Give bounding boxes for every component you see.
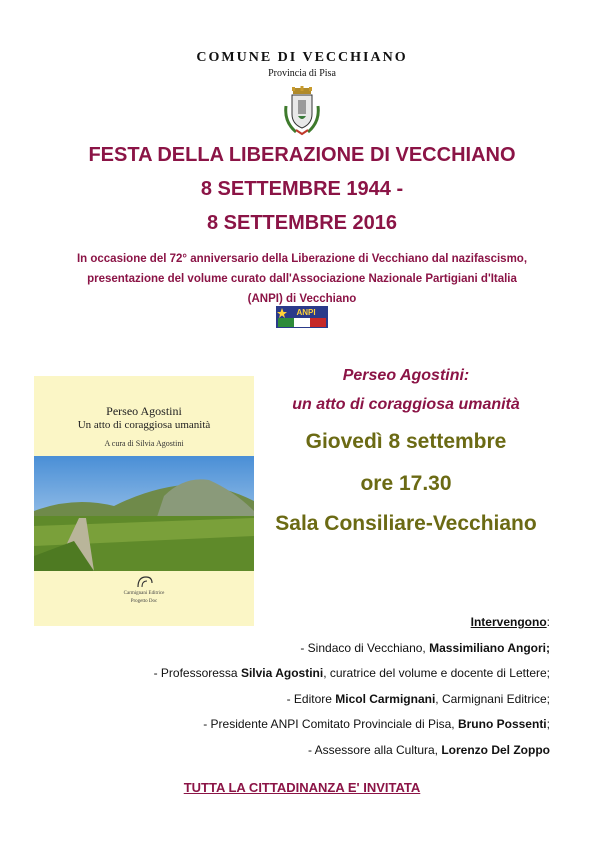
- speakers-header-label: Intervengono: [470, 615, 547, 629]
- book-series: Progetto Doc: [130, 599, 158, 604]
- comune-name: COMUNE DI VECCHIANO: [196, 50, 408, 65]
- speaker-suffix: , Carmignani Editrice;: [435, 691, 550, 706]
- speaker-name: Lorenzo Del Zoppo: [441, 742, 550, 757]
- speaker-name: Micol Carmignani: [335, 691, 436, 706]
- town-crest-icon: [282, 86, 322, 136]
- speaker-suffix: , curatrice del volume e docente di Lettere;: [323, 666, 550, 680]
- title-line-1: FESTA DELLA LIBERAZIONE DI VECCHIANO: [88, 144, 516, 166]
- book-curator: A cura di Silvia Agostini: [104, 439, 184, 448]
- speakers-header: [154, 610, 550, 636]
- cover-landscape-photo: [34, 456, 254, 571]
- event-author: Perseo Agostini:: [342, 367, 470, 384]
- intro-line-3: (ANPI) di Vecchiano: [247, 293, 357, 305]
- speaker-role: - Professoressa: [153, 666, 241, 680]
- intro-text: [0, 249, 604, 309]
- title-line-2: 8 SETTEMBRE 1944 -: [200, 178, 404, 200]
- book-cover: [34, 376, 254, 626]
- speakers-list: [154, 610, 550, 763]
- speaker-item: [154, 738, 550, 764]
- speaker-item: [154, 661, 550, 687]
- event-date: Giovedì 8 settembre: [305, 430, 507, 453]
- speaker-name: Silvia Agostini: [240, 666, 324, 680]
- speaker-name: Massimiliano Angori;: [429, 640, 550, 655]
- speaker-role: - Presidente ANPI Comitato Provinciale di Pisa,: [203, 717, 458, 731]
- book-publisher: Carmignani Editrice: [123, 591, 165, 596]
- speaker-suffix: ;: [546, 717, 550, 731]
- title-line-3: 8 SETTEMBRE 2016: [206, 212, 398, 234]
- speaker-item: [154, 687, 550, 713]
- invitation-footer: TUTTA LA CITTADINANZA E' INVITATA: [183, 780, 421, 795]
- speakers-header-colon: :: [546, 615, 550, 629]
- event-time: ore 17.30: [360, 472, 452, 495]
- intro-line-1: In occasione del 72° anniversario della Liberazione di Vecchiano dal nazifascismo,: [76, 253, 528, 265]
- speaker-role: - Editore: [286, 691, 336, 706]
- intro-line-2: presentazione del volume curato dall'Associazione Nazionale Partigiani d'Italia: [87, 273, 517, 285]
- event-book-title: un atto di coraggiosa umanità: [292, 396, 520, 413]
- speaker-role: - Assessore alla Cultura,: [307, 742, 442, 757]
- speaker-item: [154, 712, 550, 738]
- speaker-name: Bruno Possenti: [457, 717, 547, 731]
- event-place: Sala Consiliare-Vecchiano: [275, 512, 537, 535]
- publisher-logo-icon: [134, 575, 154, 589]
- anpi-logo-text: ANPI: [296, 308, 316, 317]
- anpi-logo: [276, 306, 328, 328]
- speaker-role: - Sindaco di Vecchiano,: [300, 640, 430, 655]
- speaker-item: [154, 636, 550, 662]
- provincia-name: Provincia di Pisa: [268, 68, 336, 79]
- book-subtitle: Un atto di coraggiosa umanità: [77, 419, 211, 431]
- book-author: Perseo Agostini: [106, 404, 182, 418]
